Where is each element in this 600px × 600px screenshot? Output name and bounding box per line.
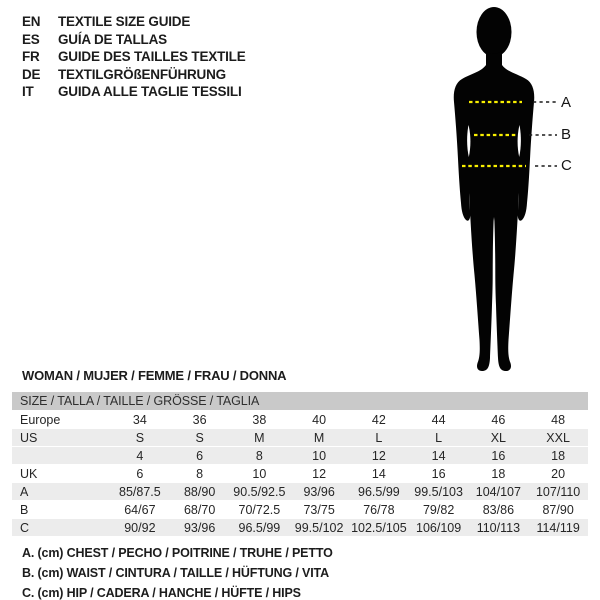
size-value: 42 <box>371 412 386 427</box>
marker-label-b: B <box>561 126 572 143</box>
size-value: 70/72.5 <box>238 502 281 517</box>
size-value: 34 <box>132 412 147 427</box>
size-value: 14 <box>371 466 386 481</box>
size-value: 46 <box>491 412 506 427</box>
language-code: DE <box>22 66 41 82</box>
silhouette-head <box>477 7 512 57</box>
size-value: 76/78 <box>363 502 395 517</box>
size-value: 48 <box>551 412 566 427</box>
table-row <box>12 429 588 446</box>
size-value: 10 <box>252 466 267 481</box>
size-value: XXL <box>546 430 570 445</box>
size-value: S <box>135 430 145 445</box>
size-value: XL <box>490 430 507 445</box>
size-value: 88/90 <box>183 484 216 499</box>
language-code: ES <box>22 31 40 47</box>
language-code: EN <box>22 14 41 30</box>
silhouette-body <box>454 51 534 371</box>
size-value: 106/109 <box>416 520 462 535</box>
language-code: FR <box>22 49 40 65</box>
size-value: 4 <box>136 448 144 463</box>
size-value: 93/96 <box>303 484 335 499</box>
size-value: 18 <box>551 448 566 463</box>
size-value: 10 <box>312 448 327 463</box>
language-row <box>22 31 246 49</box>
size-value: 38 <box>252 412 267 427</box>
language-label: GUIDE DES TAILLES TEXTILE <box>58 49 246 65</box>
language-code: IT <box>22 84 34 100</box>
row-label: B <box>20 502 29 517</box>
size-value: 104/107 <box>475 484 521 499</box>
table-row <box>12 519 588 536</box>
table-row <box>12 411 588 428</box>
row-label: US <box>20 430 38 445</box>
size-value: S <box>195 430 204 445</box>
size-value: 83/86 <box>482 502 515 517</box>
size-value: 73/75 <box>303 502 335 517</box>
size-value: 102.5/105 <box>351 520 407 535</box>
language-label: TEXTILE SIZE GUIDE <box>58 14 191 30</box>
language-list <box>22 13 246 101</box>
size-value: 114/119 <box>536 520 580 535</box>
size-value: M <box>313 430 325 445</box>
size-value: 90/92 <box>124 520 156 535</box>
size-value: 16 <box>431 466 446 481</box>
size-value: 8 <box>255 448 263 463</box>
size-value: 36 <box>192 412 207 427</box>
size-table-header: SIZE / TALLA / TAILLE / GRÖSSE / TAGLIA <box>12 392 588 410</box>
size-value: 96.5/99 <box>238 520 281 535</box>
language-row <box>22 66 246 84</box>
size-value: 14 <box>431 448 446 463</box>
size-value: 107/110 <box>535 484 581 499</box>
size-table <box>12 392 588 536</box>
language-label: TEXTILGRÖßENFÜHRUNG <box>58 66 226 82</box>
size-value: 12 <box>312 466 327 481</box>
size-value: 79/82 <box>422 502 455 517</box>
size-value: 93/96 <box>183 520 216 535</box>
row-label: Europe <box>20 412 61 427</box>
language-row <box>22 83 246 101</box>
measurement-legend <box>22 546 333 600</box>
size-value: 99.5/102 <box>294 520 344 535</box>
row-label: UK <box>20 466 38 481</box>
row-label: A <box>20 484 29 499</box>
size-value: 99.5/103 <box>414 484 463 499</box>
size-value: 12 <box>371 448 386 463</box>
size-value: L <box>375 430 383 445</box>
row-label: C <box>20 520 30 535</box>
size-value: 110/113 <box>476 520 521 535</box>
size-value: 8 <box>196 466 204 481</box>
size-value: 6 <box>196 448 204 463</box>
size-value: 20 <box>551 466 566 481</box>
marker-label-a: A <box>561 94 572 111</box>
size-value: 40 <box>312 412 327 427</box>
size-value: 96.5/99 <box>358 484 400 499</box>
language-label: GUIDA ALLE TAGLIE TESSILI <box>58 84 242 100</box>
size-value: 44 <box>431 412 446 427</box>
section-title: WOMAN / MUJER / FEMME / FRAU / DONNA <box>22 368 287 383</box>
size-value: 64/67 <box>124 502 156 517</box>
size-value: 16 <box>491 448 506 463</box>
legend-line: A. (cm) CHEST / PECHO / POITRINE / TRUHE / PETTO <box>22 546 333 560</box>
size-value: M <box>254 430 265 445</box>
size-value: L <box>435 430 443 445</box>
size-value: 85/87.5 <box>119 484 161 499</box>
marker-label-c: C <box>561 157 572 174</box>
language-label: GUÍA DE TALLAS <box>58 31 167 47</box>
table-row <box>12 501 588 518</box>
table-row <box>12 447 588 464</box>
language-row <box>22 13 246 31</box>
language-row <box>22 48 246 66</box>
size-value: 18 <box>491 466 506 481</box>
legend-line: C. (cm) HIP / CADERA / HANCHE / HÜFTE / HIPS <box>22 586 301 600</box>
size-table-body <box>12 411 588 536</box>
size-value: 6 <box>136 466 144 481</box>
size-value: 90.5/92.5 <box>233 484 286 499</box>
table-row <box>12 465 588 482</box>
size-value: 68/70 <box>183 502 216 517</box>
legend-line: B. (cm) WAIST / CINTURA / TAILLE / HÜFTUNG / VITA <box>22 566 329 580</box>
woman-silhouette-figure <box>443 5 561 375</box>
size-value: 87/90 <box>542 502 574 517</box>
table-row <box>12 483 588 500</box>
